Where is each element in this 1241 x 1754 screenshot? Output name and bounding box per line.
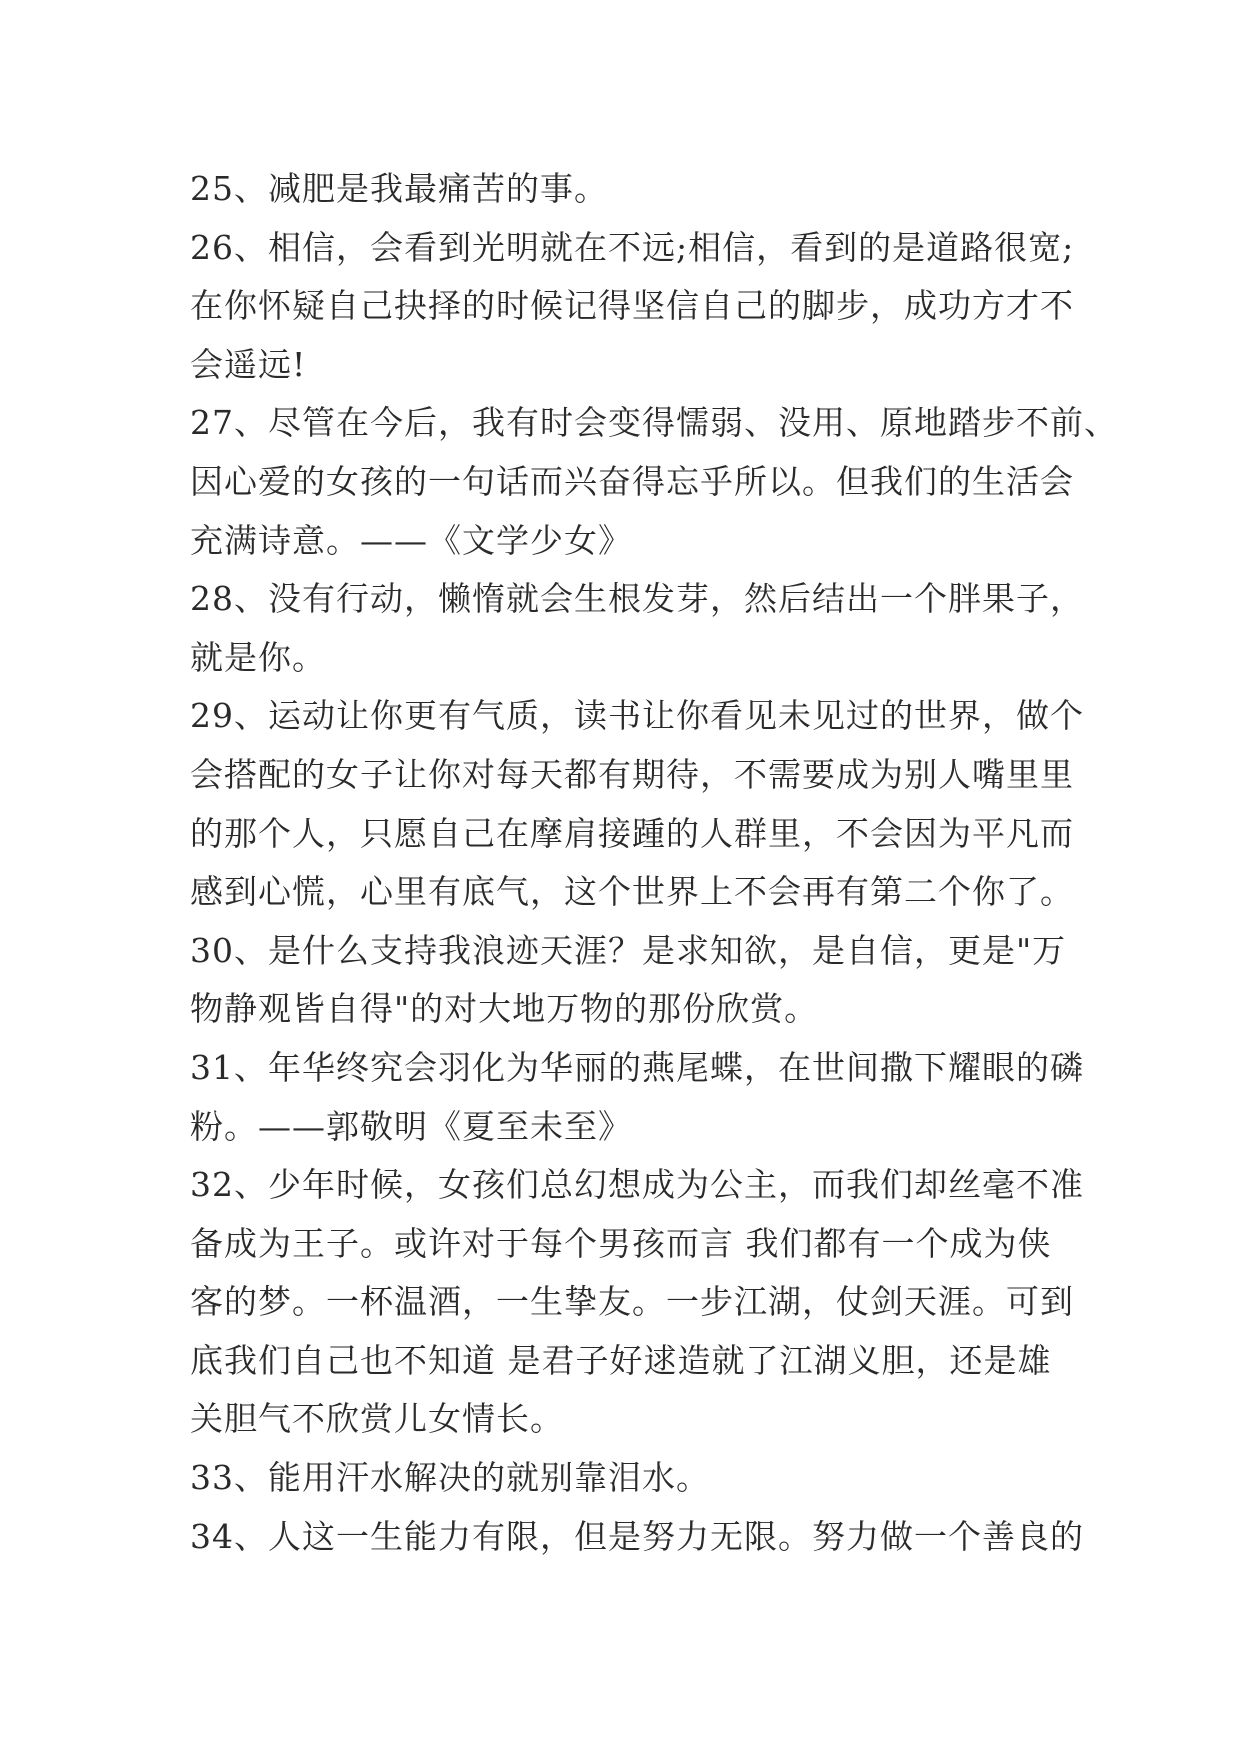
text-line: 因心爱的女孩的一句话而兴奋得忘乎所以。但我们的生活会 xyxy=(190,461,1074,501)
text-line: 29、运动让你更有气质，读书让你看见未见过的世界，做个 xyxy=(190,696,1084,736)
text-line: 物静观皆自得"的对大地万物的那份欣赏。 xyxy=(190,989,819,1029)
text-line: 就是你。 xyxy=(190,637,326,677)
text-line: 34、人这一生能力有限，但是努力无限。努力做一个善良的 xyxy=(190,1516,1084,1556)
text-line: 30、是什么支持我浪迹天涯？是求知欲，是自信，更是"万 xyxy=(190,930,1067,970)
text-line: 31、年华终究会羽化为华丽的燕尾蝶，在世间撒下耀眼的磷 xyxy=(190,1047,1084,1087)
text-line: 32、少年时候，女孩们总幻想成为公主，而我们却丝毫不准 xyxy=(190,1165,1084,1205)
text-line: 27、尽管在今后，我有时会变得懦弱、没用、原地踏步不前、 xyxy=(190,403,1118,443)
text-line: 25、减肥是我最痛苦的事。 xyxy=(190,169,608,208)
text-line: 26、相信，会看到光明就在不远;相信，看到的是道路很宽; xyxy=(190,227,1075,267)
text-line: 底我们自己也不知道 是君子好逑造就了江湖义胆，还是雄 xyxy=(190,1340,1052,1380)
document-body xyxy=(190,160,1118,1566)
text-line: 客的梦。一杯温酒，一生挚友。一步江湖，仗剑天涯。可到 xyxy=(190,1282,1074,1322)
text-line: 在你怀疑自己抉择的时候记得坚信自己的脚步，成功方才不 xyxy=(190,286,1074,326)
text-line: 28、没有行动，懒惰就会生根发芽，然后结出一个胖果子， xyxy=(190,579,1084,619)
text-line: 备成为王子。或许对于每个男孩而言 我们都有一个成为侠 xyxy=(190,1223,1052,1263)
text-line: 33、能用汗水解决的就别靠泪水。 xyxy=(190,1458,710,1498)
text-line: 充满诗意。——《文学少女》 xyxy=(190,520,632,560)
text-line: 会搭配的女子让你对每天都有期待，不需要成为别人嘴里里 xyxy=(190,754,1074,794)
text-line: 感到心慌，心里有底气，这个世界上不会再有第二个你了。 xyxy=(190,872,1074,912)
text-line: 的那个人，只愿自己在摩肩接踵的人群里，不会因为平凡而 xyxy=(190,813,1074,853)
text-line: 会遥远! xyxy=(190,344,307,384)
text-line: 粉。——郭敬明《夏至未至》 xyxy=(190,1106,632,1146)
text-line: 关胆气不欣赏儿女情长。 xyxy=(190,1399,564,1439)
